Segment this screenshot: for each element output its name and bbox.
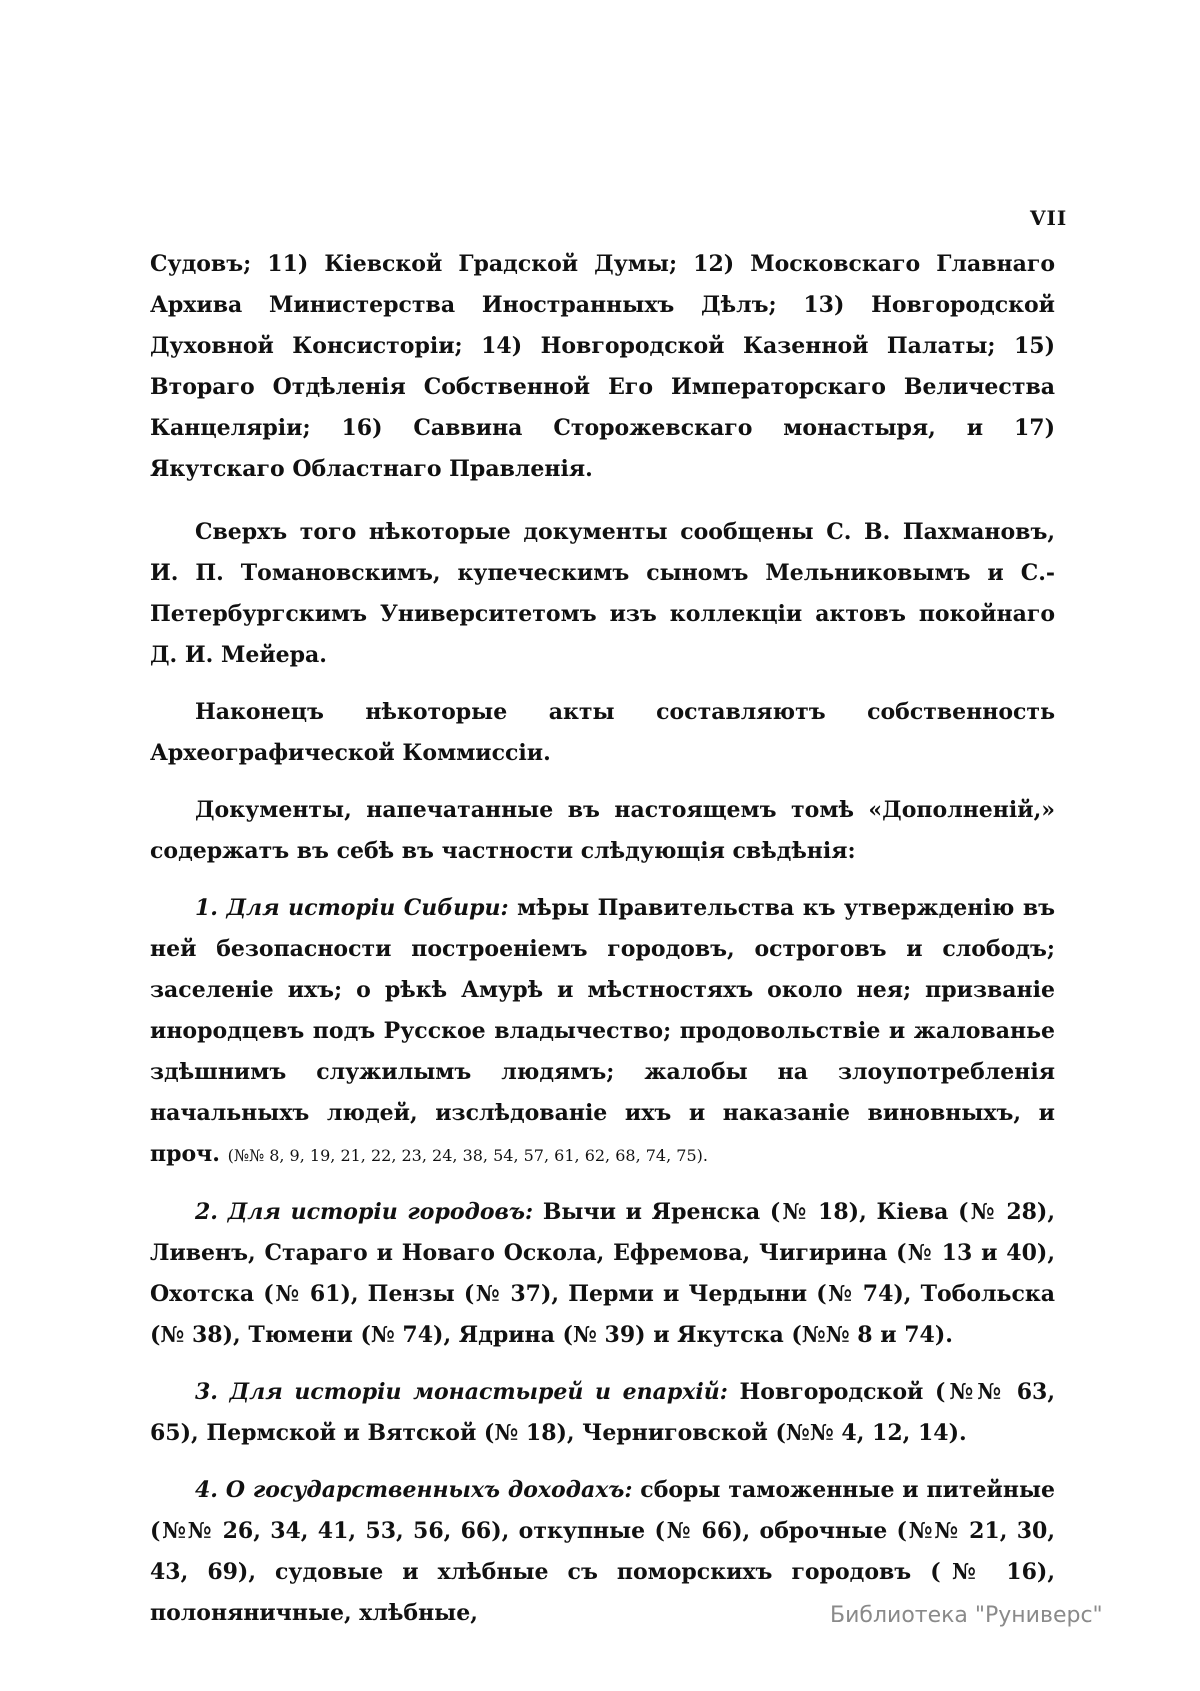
section-siberia	[150, 888, 1055, 1176]
paragraph-contents-intro: Документы, напечатанные въ настоящемъ томѣ «Дополненій,» содержатъ въ себѣ въ частности слѣдующія свѣдѣнія:	[150, 797, 1055, 864]
section-cities-text: Вычи и Яренска (№ 18), Кіева (№ 28), Ливенъ, Стараго и Новаго Оскола, Ефремова, Чигирина (№ 13 и 40), Охотска (№ 61), Пензы (№ 37), Перми и Чердыни (№ 74), Тобольска (№ 38), Тюмени (№ 74), Ядрина (№ 39) и Якутска (№№ 8 и 74).	[150, 1199, 1056, 1348]
library-watermark: Библиотека "Руниверс"	[830, 1603, 1103, 1628]
page-number: VII	[1030, 206, 1068, 230]
section-monasteries-heading: 3. Для исторіи монастырей и епархій:	[195, 1379, 728, 1405]
section-monasteries	[150, 1372, 1055, 1454]
section-siberia-heading: 1. Для исторіи Сибири:	[195, 895, 509, 921]
paragraph-commission-acts: Наконецъ нѣкоторые акты составляютъ собственность Археографической Коммиссіи.	[150, 699, 1055, 766]
document-body	[150, 244, 1055, 1650]
paragraph-archives-list: Судовъ; 11) Кіевской Градской Думы; 12) Московскаго Главнаго Архива Министерства Иностранныхъ Дѣлъ; 13) Новгородской Духовной Консисторіи; 14) Новгородской Казенной Палаты; 15) Втораго Отдѣленія Собственной Его Императорскаго Величества Канцеляріи; 16) Саввина Сторожевскаго монастыря, и 17) Якутскаго Областнаго Правленія.	[150, 251, 1055, 482]
section-cities	[150, 1192, 1055, 1356]
section-cities-heading: 2. Для исторіи городовъ:	[195, 1199, 534, 1225]
section-siberia-refs: (№№ 8, 9, 19, 21, 22, 23, 24, 38, 54, 57, 61, 62, 68, 74, 75).	[227, 1146, 708, 1165]
section-monasteries-text: Новгородской (№№ 63, 65), Пермской и Вятской (№ 18), Черниговской (№№ 4, 12, 14).	[150, 1379, 1056, 1446]
section-state-revenue-heading: 4. О государственныхъ доходахъ:	[195, 1477, 633, 1503]
section-state-revenue-text: сборы таможенные и питейные (№№ 26, 34, 41, 53, 56, 66), откупные (№ 66), оброчные (№№ 21, 30, 43, 69), судовые и хлѣбные съ поморскихъ городовъ (№ 16), полоняничные, хлѣбные,	[150, 1477, 1055, 1626]
paragraph-contributors: Сверхъ того нѣкоторые документы сообщены С. В. Пахмановъ, И. П. Томановскимъ, купеческимъ сыномъ Мельниковымъ и С.-Петербургскимъ Университетомъ изъ коллекціи актовъ покойнаго Д. И. Мейера.	[150, 519, 1055, 668]
section-siberia-text: мѣры Правительства къ утвержденію въ ней безопасности построеніемъ городовъ, остроговъ и слободъ; заселеніе ихъ; о рѣкѣ Амурѣ и мѣстностяхъ около нея; призваніе инородцевъ подъ Русское владычество; продовольствіе и жалованье здѣшнимъ служилымъ людямъ; жалобы на злоупотребленія начальныхъ людей, изслѣдованіе ихъ и наказаніе виновныхъ, и проч.	[150, 895, 1055, 1167]
